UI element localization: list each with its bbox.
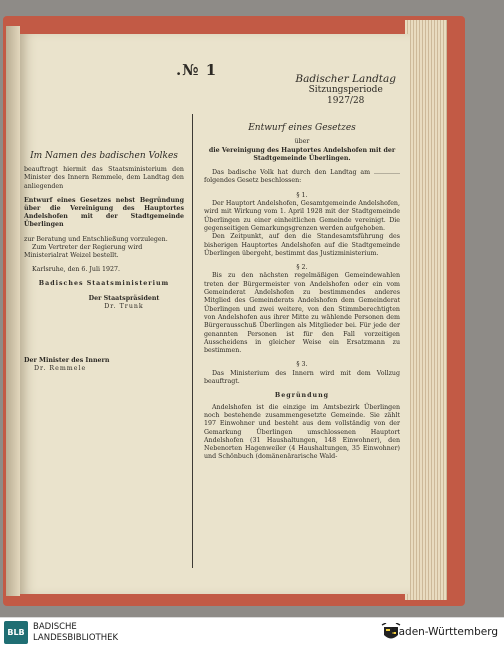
section-1-text-b: Den Zeitpunkt, auf den die Standesamtsführung des bisherigen Hauptortes Andelshofen auf die Stadtgemeinde Überlingen übergeht, bestimmt das Justizministerium. <box>204 233 400 257</box>
minister-title: Der Minister des Innern <box>24 357 110 365</box>
landtag-header <box>295 74 396 107</box>
section-2-text: Bis zu den nächsten regelmäßigen Gemeindewahlen treten der Bürgermeister von Andelshofen oder ein vom Gemeinderat Andelshofen zu bestimmendes anderes Mitglied des Gemeinderats Andelshofen dem Gemeinderat Überlingen und zwei weitere, von den Stimmberechtigten von Andelshofen aus ihrer Mitte zu wählende Personen dem Bürgerausschuß Überlingen als Mitglieder bei. Für jede der genannten Personen ist für den Fall vorzeitigen Ausscheidens in gleicher Weise ein Ersatzmann zu bestimmen. <box>204 272 400 355</box>
left-purpose: zur Beratung und Entschließung vorzulegen. <box>24 235 168 243</box>
begruendung-text: Andelshofen ist die einzige im Amtsbezirk Überlingen noch bestehende zusammengesetzte Gemeinde. Sie zählt 197 Einwohner und besteht aus dem vollständig von der Gemarkung Überlingen umschlossenen Hauptort Andelshofen (31 Haushaltungen, 148 Einwohner), den Nebenorten Hagenweiler (4 Haushaltungen, 35 Einwohner) und Schönbuch (domänenärarische Wald- <box>204 403 400 461</box>
viewer-footer <box>0 617 504 647</box>
president-name: Dr. Trunk <box>104 302 144 310</box>
preamble: Das badische Volk hat durch den Landtag am ............. folgendes Gesetz beschlossen: <box>204 169 400 185</box>
landtag-session: Sitzungsperiode <box>308 85 383 95</box>
ministry-name: Badisches Staatsministerium <box>38 280 170 288</box>
left-intro: beauftragt hiermit das Staatsministerium den Minister des Innern Remmele, dem Landtag den anliegenden <box>24 166 184 190</box>
landtag-year: 1927/28 <box>327 96 365 106</box>
section-3-text: Das Ministerium des Innern wird mit dem Vollzug beauftragt. <box>204 369 400 386</box>
right-column <box>204 124 400 462</box>
section-1-heading: § 1. <box>296 191 308 199</box>
left-representative: Zum Vertreter der Regierung wird Ministerialrat Weizel bestellt. <box>24 243 143 260</box>
right-subject: die Vereinigung des Hauptortes Andelshofen mit der Stadtgemeinde Überlingen. <box>208 146 396 162</box>
landtag-title: Badischer Landtag <box>295 73 396 85</box>
document-page <box>20 34 410 594</box>
minister-name: Dr. Remmele <box>34 365 87 373</box>
section-3-heading: § 3. <box>296 361 308 369</box>
state-name[interactable]: Baden-Württemberg <box>391 626 498 638</box>
president-title: Der Staatspräsident <box>88 294 160 302</box>
left-heading: Im Namen des badischen Volkes <box>30 151 178 161</box>
library-name[interactable] <box>33 622 118 644</box>
book-spine <box>6 26 20 596</box>
section-2-heading: § 2. <box>296 264 308 272</box>
blb-logo-icon[interactable]: BLB <box>4 621 28 644</box>
begruendung-heading: Begründung <box>274 392 330 400</box>
place-date: Karlsruhe, den 6. Juli 1927. <box>32 266 121 274</box>
library-name-line2: LANDESBIBLIOTHEK <box>33 633 119 643</box>
section-1-text-a: Der Hauptort Andelshofen, Gesamtgemeinde Andelshofen, wird mit Wirkung vom 1. April 1928 mit der Stadtgemeinde Überlingen zu einer einheitlichen Gemeinde vereinigt. Die gegenseitigen Gemarkungsgrenzen werden aufgehoben. <box>204 200 400 232</box>
library-name-line1: BADISCHE <box>33 622 77 632</box>
column-divider <box>192 114 193 568</box>
right-ueber: über <box>294 138 310 146</box>
right-heading: Entwurf eines Gesetzes <box>248 123 356 133</box>
bill-title: Entwurf eines Gesetzes nebst Begründung über die Vereinigung des Hauptortes Andelshofen mit der Stadtgemeinde Überlingen <box>24 196 184 229</box>
page-number: .№ 1 <box>176 61 218 79</box>
page-edges <box>405 20 447 600</box>
left-column <box>24 152 184 373</box>
